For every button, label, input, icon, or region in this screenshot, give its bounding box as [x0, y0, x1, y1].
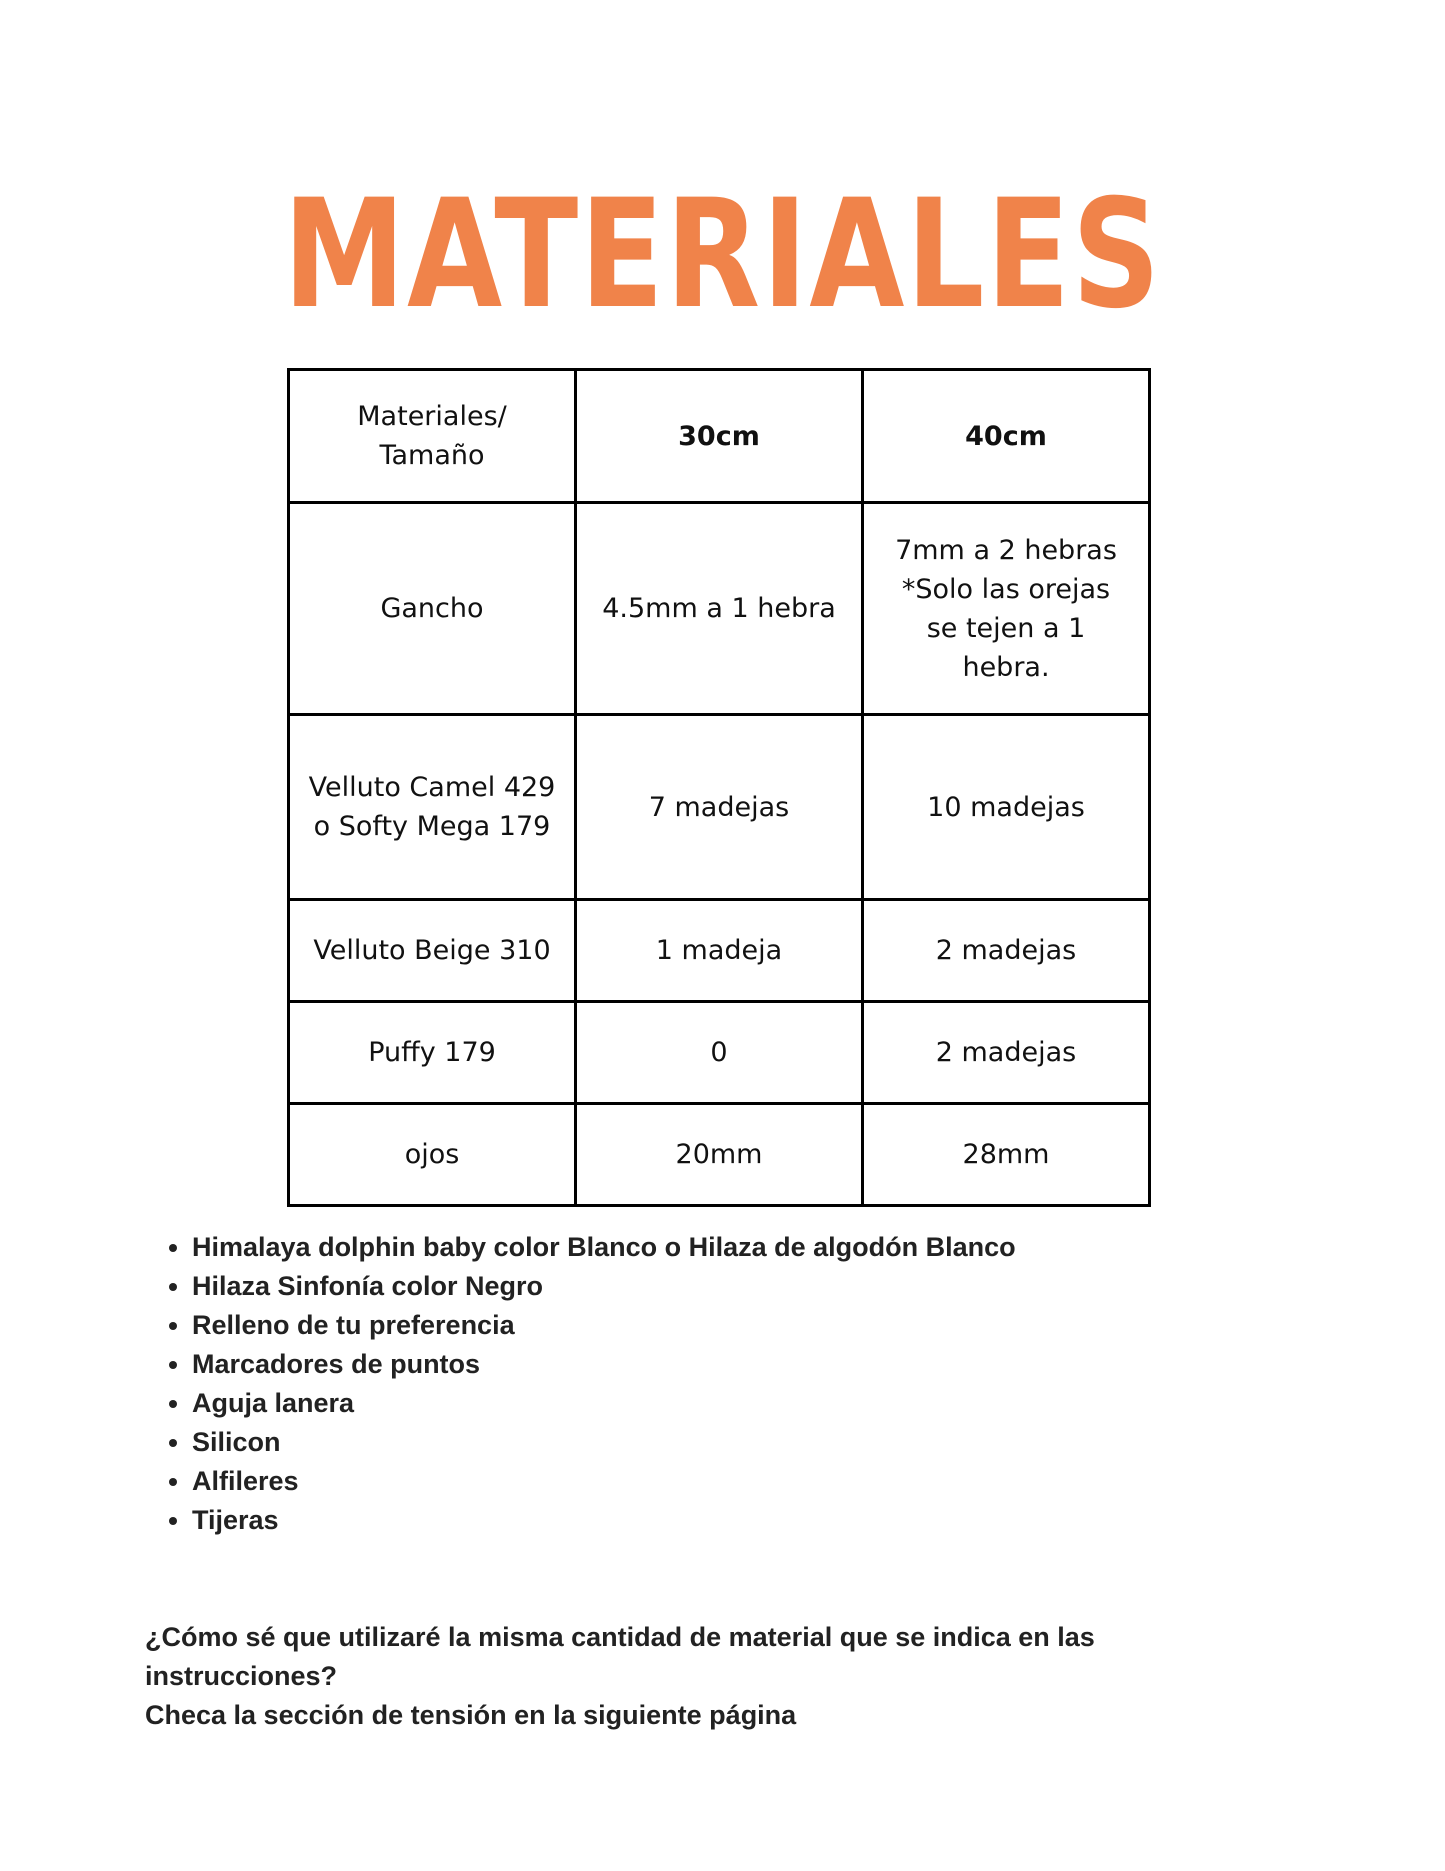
table-cell: 7mm a 2 hebras *Solo las orejas se tejen a 1 hebra. [863, 503, 1150, 715]
header-cell-30cm: 30cm [576, 370, 863, 503]
table-row [289, 715, 1150, 900]
list-item: • Aguja lanera [192, 1384, 1016, 1423]
note-answer: Checa la sección de tensión en la siguiente página [145, 1700, 797, 1730]
table-cell: 28mm [863, 1104, 1150, 1206]
table-row [289, 503, 1150, 715]
table-row [289, 900, 1150, 1002]
header-cell-40cm: 40cm [863, 370, 1150, 503]
table-cell: 0 [576, 1002, 863, 1104]
table-cell: 4.5mm a 1 hebra [576, 503, 863, 715]
list-item: • Marcadores de puntos [192, 1345, 1016, 1384]
extra-materials-list [148, 1228, 1016, 1540]
table-cell: 20mm [576, 1104, 863, 1206]
table-cell: 7 madejas [576, 715, 863, 900]
table-row [289, 1002, 1150, 1104]
page-title: MATERIALES [282, 168, 1163, 342]
table-cell: Velluto Beige 310 [289, 900, 576, 1002]
list-item: • Hilaza Sinfonía color Negro [192, 1267, 1016, 1306]
tension-note [145, 1618, 1165, 1735]
list-item: • Silicon [192, 1423, 1016, 1462]
table-cell: 2 madejas [863, 1002, 1150, 1104]
table-header-row [289, 370, 1150, 503]
table-cell: ojos [289, 1104, 576, 1206]
table-cell: Puffy 179 [289, 1002, 576, 1104]
table-cell: Velluto Camel 429 o Softy Mega 179 [289, 715, 576, 900]
table-cell: 10 madejas [863, 715, 1150, 900]
list-item: • Himalaya dolphin baby color Blanco o Hilaza de algodón Blanco [192, 1228, 1016, 1267]
table-row [289, 1104, 1150, 1206]
note-question: ¿Cómo sé que utilizaré la misma cantidad de material que se indica en las instrucciones? [145, 1622, 1095, 1691]
materials-table [287, 368, 1151, 1207]
table-cell: Gancho [289, 503, 576, 715]
table-cell: 1 madeja [576, 900, 863, 1002]
list-item: • Relleno de tu preferencia [192, 1306, 1016, 1345]
header-cell-materials: Materiales/ Tamaño [289, 370, 576, 503]
table-cell: 2 madejas [863, 900, 1150, 1002]
list-item: • Tijeras [192, 1501, 1016, 1540]
list-item: • Alfileres [192, 1462, 1016, 1501]
